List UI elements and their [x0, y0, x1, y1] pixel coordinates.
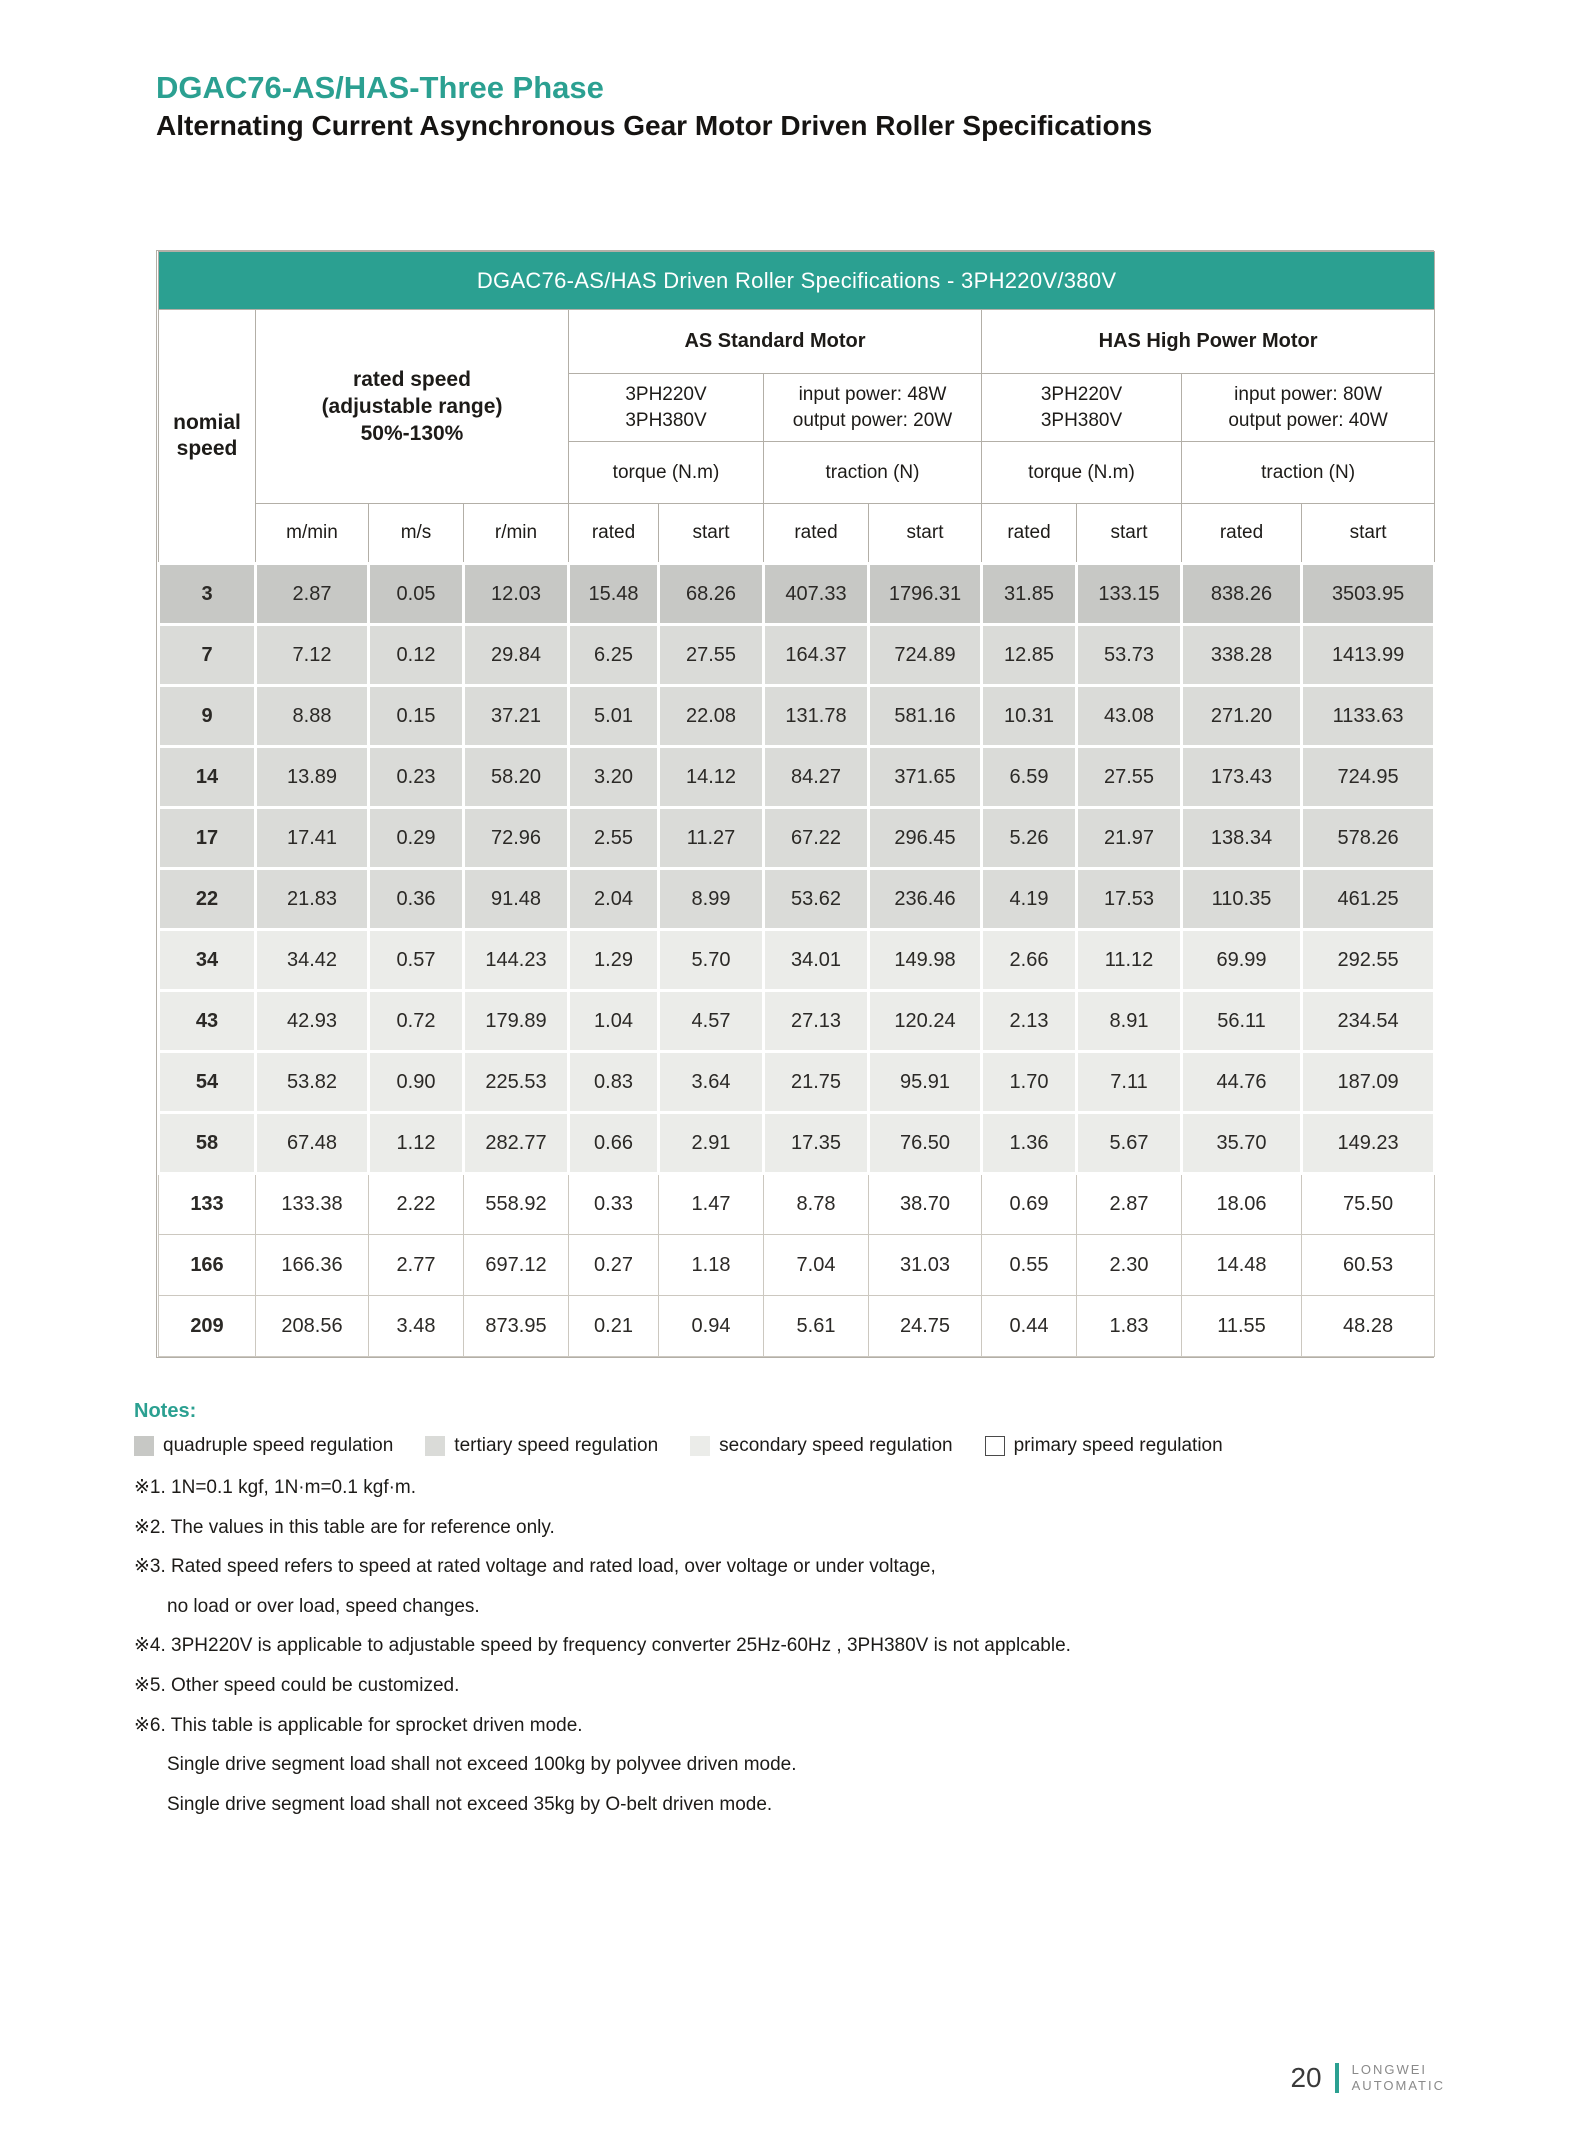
as-traction-header: traction (N)	[764, 442, 982, 504]
spec-value-cell: 0.15	[369, 686, 464, 747]
spec-value-cell: 578.26	[1302, 808, 1435, 869]
spec-value-cell: 17.41	[256, 808, 369, 869]
spec-value-cell: 2.87	[256, 564, 369, 625]
spec-table-container	[156, 250, 1434, 1358]
spec-value-cell: 1.12	[369, 1113, 464, 1174]
spec-value-cell: 208.56	[256, 1296, 369, 1357]
nominal-speed-line1: nomial	[173, 410, 241, 434]
nominal-speed-header	[159, 310, 256, 564]
spec-value-cell: 44.76	[1182, 1052, 1302, 1113]
spec-value-cell: 5.61	[764, 1296, 869, 1357]
spec-value-cell: 0.21	[569, 1296, 659, 1357]
spec-value-cell: 60.53	[1302, 1235, 1435, 1296]
spec-value-cell: 724.89	[869, 625, 982, 686]
spec-value-cell: 0.44	[982, 1296, 1077, 1357]
table-row	[159, 1235, 1435, 1296]
spec-value-cell: 120.24	[869, 991, 982, 1052]
has-voltage-line2: 3PH380V	[1040, 409, 1123, 431]
spec-value-cell: 697.12	[464, 1235, 569, 1296]
table-row	[159, 625, 1435, 686]
legend-swatch	[690, 1436, 710, 1456]
spec-value-cell: 37.21	[464, 686, 569, 747]
table-row	[159, 1052, 1435, 1113]
spec-value-cell: 1796.31	[869, 564, 982, 625]
spec-value-cell: 173.43	[1182, 747, 1302, 808]
spec-value-cell: 131.78	[764, 686, 869, 747]
spec-value-cell: 21.83	[256, 869, 369, 930]
spec-value-cell: 7.04	[764, 1235, 869, 1296]
as-torque-header: torque (N.m)	[569, 442, 764, 504]
nominal-speed-cell: 7	[159, 625, 256, 686]
spec-value-cell: 67.22	[764, 808, 869, 869]
legend-label: quadruple speed regulation	[163, 1435, 394, 1456]
spec-value-cell: 14.12	[659, 747, 764, 808]
spec-value-cell: 84.27	[764, 747, 869, 808]
notes-section	[134, 1400, 1464, 1831]
spec-value-cell: 24.75	[869, 1296, 982, 1357]
nominal-speed-cell: 34	[159, 930, 256, 991]
table-row	[159, 808, 1435, 869]
spec-value-cell: 371.65	[869, 747, 982, 808]
legend-item	[985, 1435, 1223, 1457]
as-power-line1: input power: 48W	[798, 383, 947, 405]
spec-value-cell: 31.85	[982, 564, 1077, 625]
brand-line2: AUTOMATIC	[1351, 2078, 1445, 2094]
note-line: ※1. 1N=0.1 kgf, 1N·m=0.1 kgf·m.	[134, 1477, 417, 1498]
spec-value-cell: 91.48	[464, 869, 569, 930]
spec-value-cell: 234.54	[1302, 991, 1435, 1052]
spec-value-cell: 27.55	[1077, 747, 1182, 808]
unit-r-min-header: r/min	[464, 504, 569, 564]
nominal-speed-cell: 209	[159, 1296, 256, 1357]
table-row	[159, 1296, 1435, 1357]
spec-value-cell: 133.38	[256, 1174, 369, 1235]
spec-value-cell: 27.13	[764, 991, 869, 1052]
spec-value-cell: 8.78	[764, 1174, 869, 1235]
spec-value-cell: 13.89	[256, 747, 369, 808]
spec-table-body	[159, 564, 1435, 1357]
legend-label: primary speed regulation	[1013, 1435, 1223, 1456]
spec-value-cell: 11.55	[1182, 1296, 1302, 1357]
spec-value-cell: 5.70	[659, 930, 764, 991]
spec-value-cell: 22.08	[659, 686, 764, 747]
banner-row	[159, 252, 1435, 310]
has-voltage-line1: 3PH220V	[1040, 383, 1123, 405]
notes-heading: Notes:	[134, 1400, 197, 1422]
brand-line1: LONGWEI	[1351, 2062, 1428, 2077]
legend-label: tertiary speed regulation	[454, 1435, 659, 1456]
spec-value-cell: 7.12	[256, 625, 369, 686]
spec-value-cell: 76.50	[869, 1113, 982, 1174]
page-subtitle: Alternating Current Asynchronous Gear Motor Driven Roller Specifications	[156, 110, 1153, 141]
table-row	[159, 869, 1435, 930]
spec-value-cell: 1.70	[982, 1052, 1077, 1113]
spec-value-cell: 5.67	[1077, 1113, 1182, 1174]
spec-value-cell: 3.20	[569, 747, 659, 808]
as-torque-rated-header: rated	[569, 504, 659, 564]
spec-value-cell: 581.16	[869, 686, 982, 747]
spec-value-cell: 27.55	[659, 625, 764, 686]
spec-table-head	[159, 252, 1435, 564]
spec-value-cell: 2.30	[1077, 1235, 1182, 1296]
table-row	[159, 1113, 1435, 1174]
spec-value-cell: 8.88	[256, 686, 369, 747]
nominal-speed-cell: 43	[159, 991, 256, 1052]
nominal-speed-cell: 14	[159, 747, 256, 808]
spec-value-cell: 12.85	[982, 625, 1077, 686]
spec-value-cell: 75.50	[1302, 1174, 1435, 1235]
spec-value-cell: 873.95	[464, 1296, 569, 1357]
spec-value-cell: 29.84	[464, 625, 569, 686]
note-line: Single drive segment load shall not exceed 100kg by polyvee driven mode.	[167, 1754, 797, 1776]
spec-value-cell: 166.36	[256, 1235, 369, 1296]
legend	[134, 1435, 1464, 1457]
spec-value-cell: 53.73	[1077, 625, 1182, 686]
has-power-line2: output power: 40W	[1228, 409, 1388, 431]
spec-value-cell: 144.23	[464, 930, 569, 991]
as-traction-start-header: start	[869, 504, 982, 564]
spec-value-cell: 1.36	[982, 1113, 1077, 1174]
spec-value-cell: 4.57	[659, 991, 764, 1052]
spec-value-cell: 187.09	[1302, 1052, 1435, 1113]
has-power-line1: input power: 80W	[1234, 383, 1383, 405]
page-title: DGAC76-AS/HAS-Three Phase	[156, 70, 604, 105]
rated-speed-line3: 50%-130%	[360, 422, 464, 446]
spec-value-cell: 58.20	[464, 747, 569, 808]
nominal-speed-cell: 54	[159, 1052, 256, 1113]
page-footer	[1290, 2062, 1445, 2095]
rated-speed-header	[256, 310, 569, 504]
spec-value-cell: 14.48	[1182, 1235, 1302, 1296]
spec-value-cell: 149.98	[869, 930, 982, 991]
has-motor-group-header: HAS High Power Motor	[982, 310, 1435, 374]
spec-value-cell: 2.87	[1077, 1174, 1182, 1235]
spec-value-cell: 1413.99	[1302, 625, 1435, 686]
spec-value-cell: 271.20	[1182, 686, 1302, 747]
spec-value-cell: 2.13	[982, 991, 1077, 1052]
spec-value-cell: 164.37	[764, 625, 869, 686]
table-banner: DGAC76-AS/HAS Driven Roller Specifications - 3PH220V/380V	[159, 252, 1435, 310]
spec-value-cell: 56.11	[1182, 991, 1302, 1052]
spec-value-cell: 724.95	[1302, 747, 1435, 808]
spec-value-cell: 3.48	[369, 1296, 464, 1357]
note-line: Single drive segment load shall not exceed 35kg by O-belt driven mode.	[167, 1793, 773, 1815]
footer-divider	[1335, 2063, 1339, 2093]
spec-value-cell: 10.31	[982, 686, 1077, 747]
table-row	[159, 991, 1435, 1052]
spec-value-cell: 6.59	[982, 747, 1077, 808]
spec-value-cell: 2.77	[369, 1235, 464, 1296]
spec-value-cell: 2.55	[569, 808, 659, 869]
nominal-speed-cell: 133	[159, 1174, 256, 1235]
spec-value-cell: 0.12	[369, 625, 464, 686]
spec-value-cell: 2.91	[659, 1113, 764, 1174]
spec-value-cell: 6.25	[569, 625, 659, 686]
spec-value-cell: 69.99	[1182, 930, 1302, 991]
nominal-speed-cell: 22	[159, 869, 256, 930]
spec-value-cell: 3503.95	[1302, 564, 1435, 625]
table-row	[159, 564, 1435, 625]
brand-logo-text	[1352, 2062, 1445, 2095]
spec-value-cell: 133.15	[1077, 564, 1182, 625]
spec-value-cell: 138.34	[1182, 808, 1302, 869]
has-torque-start-header: start	[1077, 504, 1182, 564]
spec-value-cell: 53.82	[256, 1052, 369, 1113]
spec-value-cell: 34.01	[764, 930, 869, 991]
spec-value-cell: 1.83	[1077, 1296, 1182, 1357]
spec-value-cell: 2.04	[569, 869, 659, 930]
legend-label: secondary speed regulation	[719, 1435, 953, 1456]
spec-table	[157, 251, 1436, 1357]
spec-value-cell: 42.93	[256, 991, 369, 1052]
as-power-line2: output power: 20W	[792, 409, 953, 431]
as-torque-start-header: start	[659, 504, 764, 564]
has-power-header	[1182, 374, 1435, 442]
header-units-row	[159, 504, 1435, 564]
note-line: ※5. Other speed could be customized.	[134, 1674, 460, 1696]
spec-value-cell: 2.22	[369, 1174, 464, 1235]
spec-value-cell: 0.66	[569, 1113, 659, 1174]
spec-value-cell: 0.90	[369, 1052, 464, 1113]
spec-value-cell: 0.36	[369, 869, 464, 930]
legend-item	[425, 1435, 658, 1457]
notes-list	[134, 1475, 1464, 1818]
as-voltage-line1: 3PH220V	[625, 383, 707, 405]
has-traction-header: traction (N)	[1182, 442, 1435, 504]
rated-speed-line1: rated speed	[353, 367, 471, 391]
spec-value-cell: 43.08	[1077, 686, 1182, 747]
spec-value-cell: 21.75	[764, 1052, 869, 1113]
spec-value-cell: 48.28	[1302, 1296, 1435, 1357]
spec-value-cell: 2.66	[982, 930, 1077, 991]
unit-m-min-header: m/min	[256, 504, 369, 564]
spec-value-cell: 15.48	[569, 564, 659, 625]
spec-value-cell: 35.70	[1182, 1113, 1302, 1174]
spec-value-cell: 0.55	[982, 1235, 1077, 1296]
spec-value-cell: 11.12	[1077, 930, 1182, 991]
nominal-speed-cell: 58	[159, 1113, 256, 1174]
as-voltage-header	[569, 374, 764, 442]
spec-value-cell: 21.97	[1077, 808, 1182, 869]
spec-value-cell: 838.26	[1182, 564, 1302, 625]
nominal-speed-cell: 9	[159, 686, 256, 747]
note-line: ※3. Rated speed refers to speed at rated voltage and rated load, over voltage or under voltage,	[134, 1556, 936, 1578]
nominal-speed-cell: 3	[159, 564, 256, 625]
spec-value-cell: 179.89	[464, 991, 569, 1052]
table-row	[159, 747, 1435, 808]
spec-value-cell: 38.70	[869, 1174, 982, 1235]
spec-value-cell: 11.27	[659, 808, 764, 869]
spec-value-cell: 0.33	[569, 1174, 659, 1235]
table-row	[159, 686, 1435, 747]
spec-value-cell: 1.04	[569, 991, 659, 1052]
spec-value-cell: 0.94	[659, 1296, 764, 1357]
spec-value-cell: 225.53	[464, 1052, 569, 1113]
spec-value-cell: 1.29	[569, 930, 659, 991]
legend-item	[134, 1435, 393, 1457]
spec-value-cell: 68.26	[659, 564, 764, 625]
legend-item	[690, 1435, 952, 1457]
spec-value-cell: 0.23	[369, 747, 464, 808]
spec-value-cell: 0.27	[569, 1235, 659, 1296]
as-power-header	[764, 374, 982, 442]
spec-value-cell: 110.35	[1182, 869, 1302, 930]
spec-value-cell: 67.48	[256, 1113, 369, 1174]
has-voltage-header	[982, 374, 1182, 442]
spec-value-cell: 407.33	[764, 564, 869, 625]
spec-value-cell: 72.96	[464, 808, 569, 869]
spec-value-cell: 282.77	[464, 1113, 569, 1174]
spec-value-cell: 8.99	[659, 869, 764, 930]
spec-value-cell: 0.72	[369, 991, 464, 1052]
legend-swatch	[134, 1436, 154, 1456]
has-torque-rated-header: rated	[982, 504, 1077, 564]
legend-swatch	[985, 1436, 1005, 1456]
has-traction-start-header: start	[1302, 504, 1435, 564]
spec-value-cell: 12.03	[464, 564, 569, 625]
note-line: ※4. 3PH220V is applicable to adjustable speed by frequency converter 25Hz-60Hz , 3PH380V is not applcable.	[134, 1635, 1071, 1657]
spec-value-cell: 5.01	[569, 686, 659, 747]
nominal-speed-line2: speed	[176, 437, 238, 460]
page-heading	[156, 70, 1456, 142]
unit-m-s-header: m/s	[369, 504, 464, 564]
page-number: 20	[1290, 2062, 1322, 2094]
header-group-row	[159, 310, 1435, 374]
as-traction-rated-header: rated	[764, 504, 869, 564]
spec-value-cell: 4.19	[982, 869, 1077, 930]
spec-value-cell: 3.64	[659, 1052, 764, 1113]
spec-value-cell: 0.05	[369, 564, 464, 625]
note-line: ※2. The values in this table are for reference only.	[134, 1516, 555, 1538]
as-motor-group-header: AS Standard Motor	[569, 310, 982, 374]
legend-swatch	[425, 1436, 445, 1456]
spec-value-cell: 95.91	[869, 1052, 982, 1113]
spec-value-cell: 558.92	[464, 1174, 569, 1235]
rated-speed-line2: (adjustable range)	[321, 394, 503, 418]
spec-value-cell: 5.26	[982, 808, 1077, 869]
spec-value-cell: 1.47	[659, 1174, 764, 1235]
spec-value-cell: 0.29	[369, 808, 464, 869]
has-traction-rated-header: rated	[1182, 504, 1302, 564]
spec-value-cell: 1133.63	[1302, 686, 1435, 747]
spec-value-cell: 53.62	[764, 869, 869, 930]
spec-value-cell: 0.57	[369, 930, 464, 991]
nominal-speed-cell: 17	[159, 808, 256, 869]
as-voltage-line2: 3PH380V	[625, 409, 707, 431]
table-row	[159, 1174, 1435, 1235]
spec-value-cell: 0.69	[982, 1174, 1077, 1235]
spec-value-cell: 18.06	[1182, 1174, 1302, 1235]
spec-value-cell: 17.53	[1077, 869, 1182, 930]
spec-value-cell: 0.83	[569, 1052, 659, 1113]
spec-value-cell: 292.55	[1302, 930, 1435, 991]
spec-value-cell: 34.42	[256, 930, 369, 991]
spec-value-cell: 31.03	[869, 1235, 982, 1296]
spec-value-cell: 236.46	[869, 869, 982, 930]
has-torque-header: torque (N.m)	[982, 442, 1182, 504]
spec-value-cell: 338.28	[1182, 625, 1302, 686]
spec-value-cell: 1.18	[659, 1235, 764, 1296]
spec-value-cell: 296.45	[869, 808, 982, 869]
table-row	[159, 930, 1435, 991]
spec-value-cell: 461.25	[1302, 869, 1435, 930]
spec-value-cell: 7.11	[1077, 1052, 1182, 1113]
spec-value-cell: 17.35	[764, 1113, 869, 1174]
note-line: ※6. This table is applicable for sprocket driven mode.	[134, 1714, 583, 1736]
spec-value-cell: 8.91	[1077, 991, 1182, 1052]
spec-value-cell: 149.23	[1302, 1113, 1435, 1174]
note-line: no load or over load, speed changes.	[167, 1595, 480, 1617]
nominal-speed-cell: 166	[159, 1235, 256, 1296]
